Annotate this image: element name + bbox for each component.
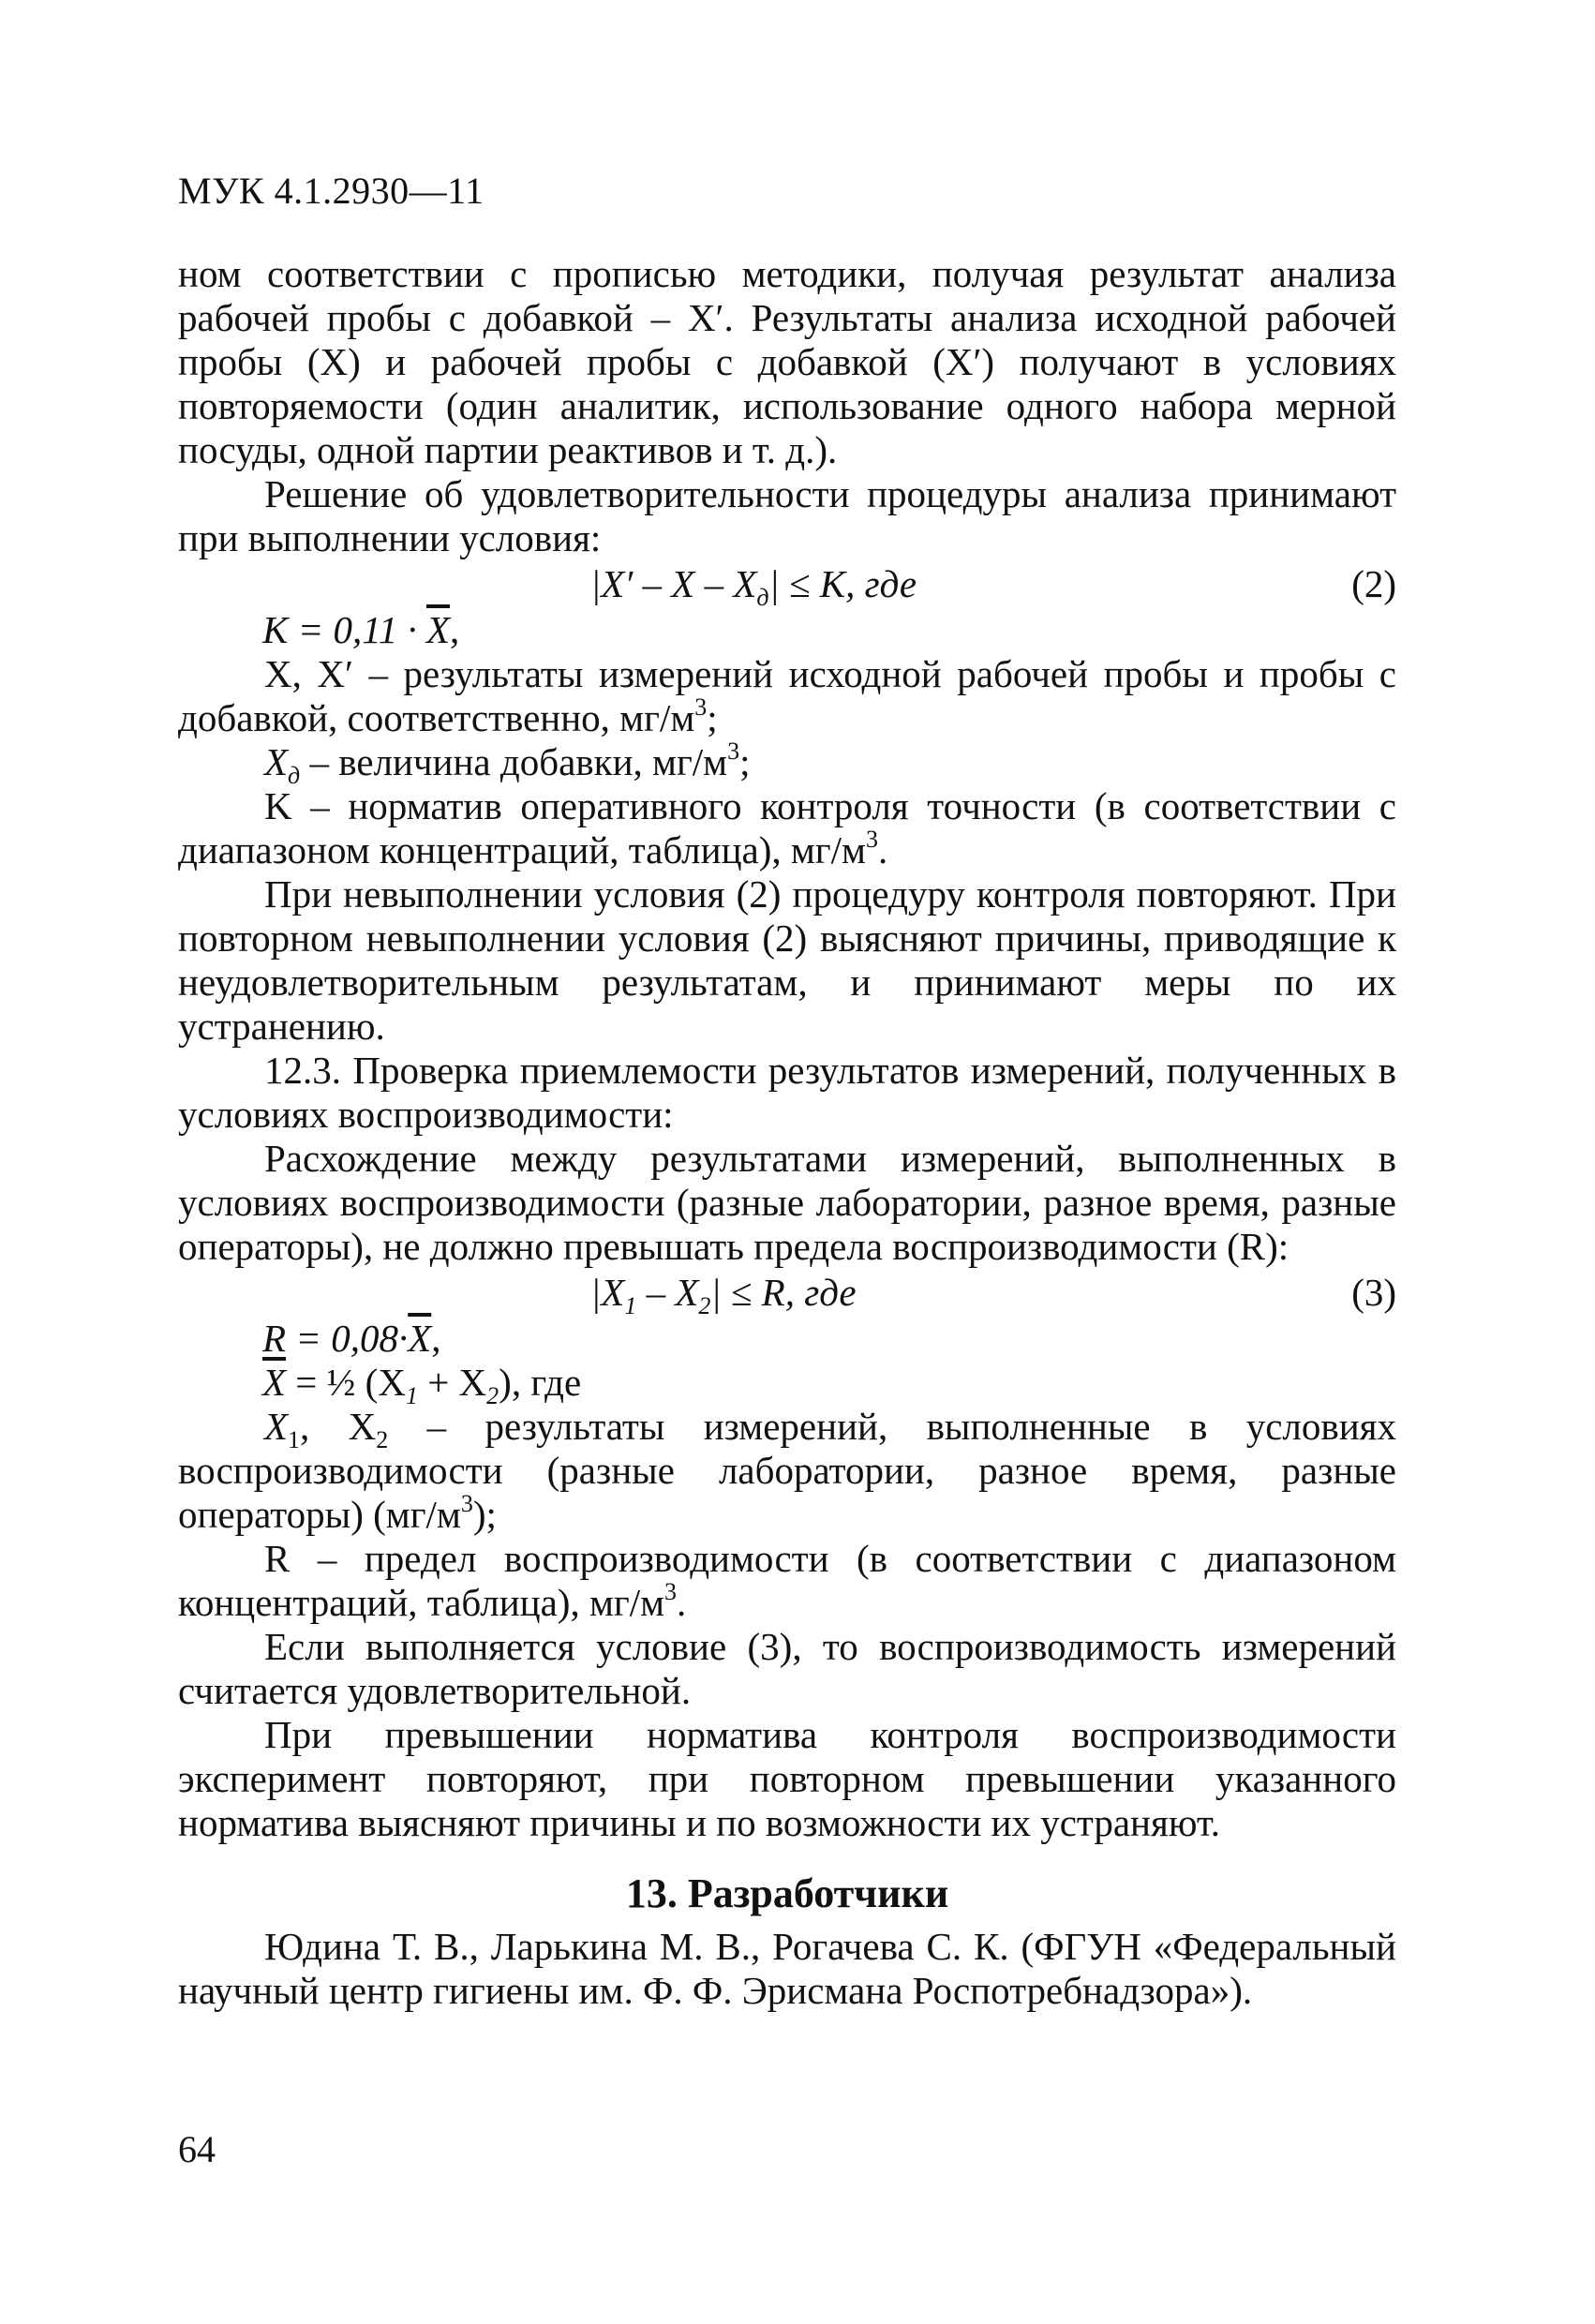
equation-3-number: (3) [1351, 1271, 1396, 1314]
r-formula: $R = 0,08\cdot\overline{X}$, [262, 1317, 441, 1360]
page-number: 64 [178, 2128, 216, 2170]
document-header: МУК 4.1.2930—11 [178, 170, 484, 212]
paragraph-5: Расхождение между результатами измерений, выполненных в условиях воспроизводимости (разные лаборатории, разное время, разные операторы), не должно превышать предела воспроизводимости (R): [178, 1137, 1396, 1268]
equation-3 [178, 1271, 1396, 1320]
section-13-title: 13. Разработчики [625, 1870, 949, 1916]
equation-2-number: (2) [1351, 562, 1396, 605]
paragraph-6: Если выполняется условие (3), то воспроизводимость измерений считается удовлетворительной. [178, 1625, 1396, 1712]
document-page [178, 169, 1396, 2013]
equation-2-expression: $|X' - X - X_д| \le K$, где [590, 562, 917, 612]
equation-3-expression: $|X_1 - X_2| \le R$, где [590, 1271, 857, 1320]
definition-r: R – предел воспроизводимости (в соответствии с диапазоном концентраций, таблица), $мг/м^3$. [178, 1537, 1396, 1624]
definition-x-xprime: X, X′ – результаты измерений исходной рабочей пробы и пробы с добавкой, соответственно, $мг/м^3$; [178, 652, 1396, 739]
section-13-text: Юдина Т. В., Ларькина М. В., Рогачева С. К. (ФГУН «Федеральный научный центр гигиены им. Ф. Ф. Эрисмана Роспотребнадзора»). [178, 1925, 1396, 2012]
paragraph-2: Решение об удовлетворительности процедуры анализа принимают при выполнении условия: [178, 472, 1396, 559]
paragraph-1: ном соответствии с прописью методики, получая результат анализа рабочей пробы с добавкой – X′. Результаты анализа исходной рабочей пробы (X) и рабочей пробы с добавкой (X′) получают в условиях повторяемости (один аналитик, использование одного набора мерной посуды, одной партии реактивов и т. д.). [178, 252, 1396, 471]
paragraph-7: При превышении норматива контроля воспроизводимости эксперимент повторяют, при повторном превышении указанного норматива выясняют причины и по возможности их устраняют. [178, 1713, 1396, 1844]
equation-2 [178, 562, 1396, 612]
k-formula: $K = 0,11 \cdot \overline{X}$, [262, 608, 460, 651]
paragraph-4: 12.3. Проверка приемлемости результатов измерений, полученных в условиях воспроизводимости: [178, 1049, 1396, 1136]
definition-k: K – норматив оперативного контроля точности (в соответствии с диапазоном концентраций, таблица), $мг/м^3$. [178, 784, 1396, 872]
definition-xd: $X_д$ – величина добавки, $мг/м^3$; [264, 737, 751, 790]
definition-x1-x2: $X_1$, $X_2$ – результаты измерений, выполненные в условиях воспроизводимости (разные лаборатории, разное время, разные операторы) $(мг/м^3)$; [178, 1405, 1397, 1536]
paragraph-3: При невыполнении условия (2) процедуру контроля повторяют. При повторном невыполнении условия (2) выясняют причины, приводящие к неудовлетворительным результатам, и принимают меры по их устранению. [178, 872, 1396, 1048]
xbar-formula: $\overline{X}$ = ½ $(X_1 + X_2)$, где [262, 1361, 582, 1410]
